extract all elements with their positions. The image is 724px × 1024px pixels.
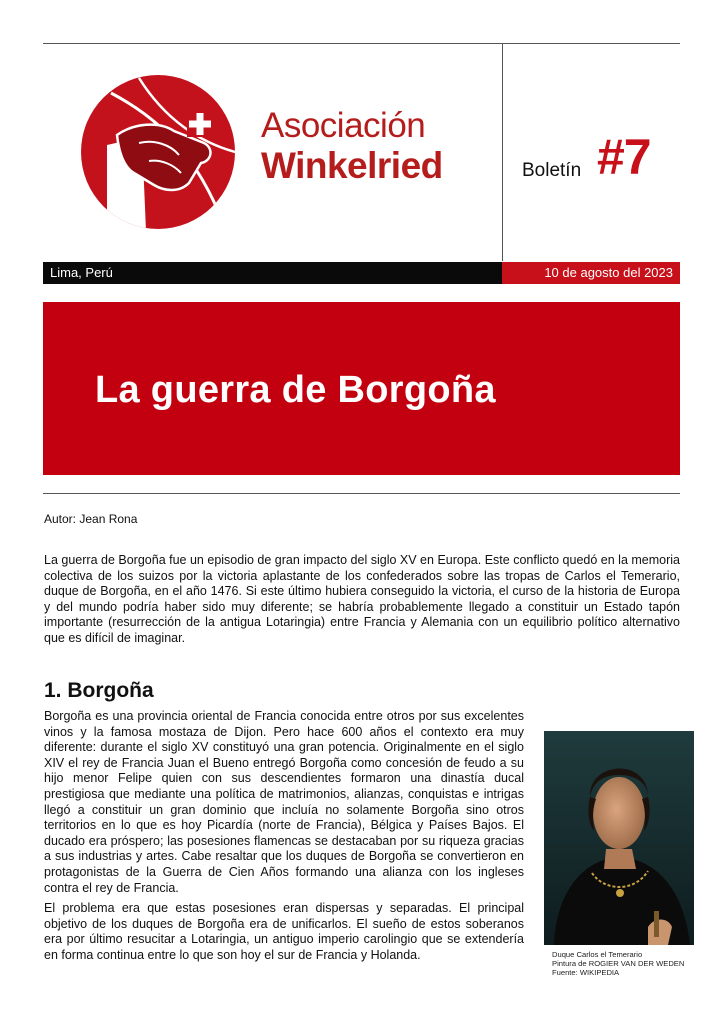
intro-paragraph: La guerra de Borgoña fue un episodio de gran impacto del siglo XV en Europa. Este conflicto quedó en la memoria colectiva de los suizos por la victoria aplastante de los confederados sobre las tropas de Carlos el Temerario, duque de Borgoña, en el año 1476. Si este último hubiera conseguido la victoria, el curso de la historia de Europa y del mundo podría haber sido muy diferente; se habría probablemente llegado a constituir un Estado tapón importante (resurrección de la antigua Lotaringia) entre Francia y Alemania con un equilibrio político alternativo que es difícil de imaginar. xyxy=(44,553,680,645)
caption-line: Duque Carlos el Temerario xyxy=(552,950,643,959)
banner-rule xyxy=(43,493,680,494)
section-heading: 1. Borgoña xyxy=(44,679,154,702)
author-line: Autor: Jean Rona xyxy=(44,512,138,526)
organization-name xyxy=(261,108,443,184)
section-paragraph-1: Borgoña es una provincia oriental de Francia conocida entre otros por sus excelentes vinos y la famosa mostaza de Dijon. Pero hace 600 años el contexto era muy diferente: durante el siglo XV constituyó una gran potencia. Originalmente en el siglo XIV el rey de Francia Juan el Bueno entregó Borgoña como concesión de feudo a su hijo menor Felipe quien con sus descendientes formaron una dinastía ducal prestigiosa que mediante una política de matrimonios, alianzas, conquistas e intrigas llegó a constituir un gran dominio que incluía no solamente Borgoña sino otros territorios en lo que es hoy Picardía (norte de Francia), Bélgica y Países Bajos. El ducado era próspero; las posesiones flamencas se destacaban por su riqueza gracias a sus industrias y artes. Cabe resaltar que los duques de Borgoña se convertieron en protagonistas de la Guerra de Cien Años formando una alianza con los ingleses contra el rey de Francia. xyxy=(44,709,524,895)
bulletin-number: #7 xyxy=(597,129,651,185)
title-banner xyxy=(43,302,680,475)
section-paragraph-2: El problema era que estas posesiones eran dispersas y separadas. El principal objetivo de los duques de Borgoña era de unificarlos. El sueño de estos soberanos era por último resucitar a Lotaringia, un antiguo imperio carolingio que se extendería en forma continua entre lo que son hoy el sur de Francia y Holanda. xyxy=(44,901,524,962)
caption-line: Pintura de ROGIER VAN DER WEDEN xyxy=(552,959,685,968)
header-divider xyxy=(502,44,503,261)
portrait-image xyxy=(544,731,694,945)
org-name-line1: Asociación xyxy=(261,106,426,145)
location-bar: Lima, Perú xyxy=(43,262,502,284)
org-name-line2: Winkelried xyxy=(261,145,443,186)
bulletin-label: Boletín xyxy=(522,160,582,181)
portrait-caption xyxy=(552,950,684,977)
caption-line: Fuente: WIKIPEDIA xyxy=(552,968,620,977)
article-title: La guerra de Borgoña xyxy=(95,369,496,411)
date-bar: 10 de agosto del 2023 xyxy=(502,262,680,284)
winkelried-logo-icon xyxy=(79,73,237,231)
top-rule xyxy=(43,43,680,44)
